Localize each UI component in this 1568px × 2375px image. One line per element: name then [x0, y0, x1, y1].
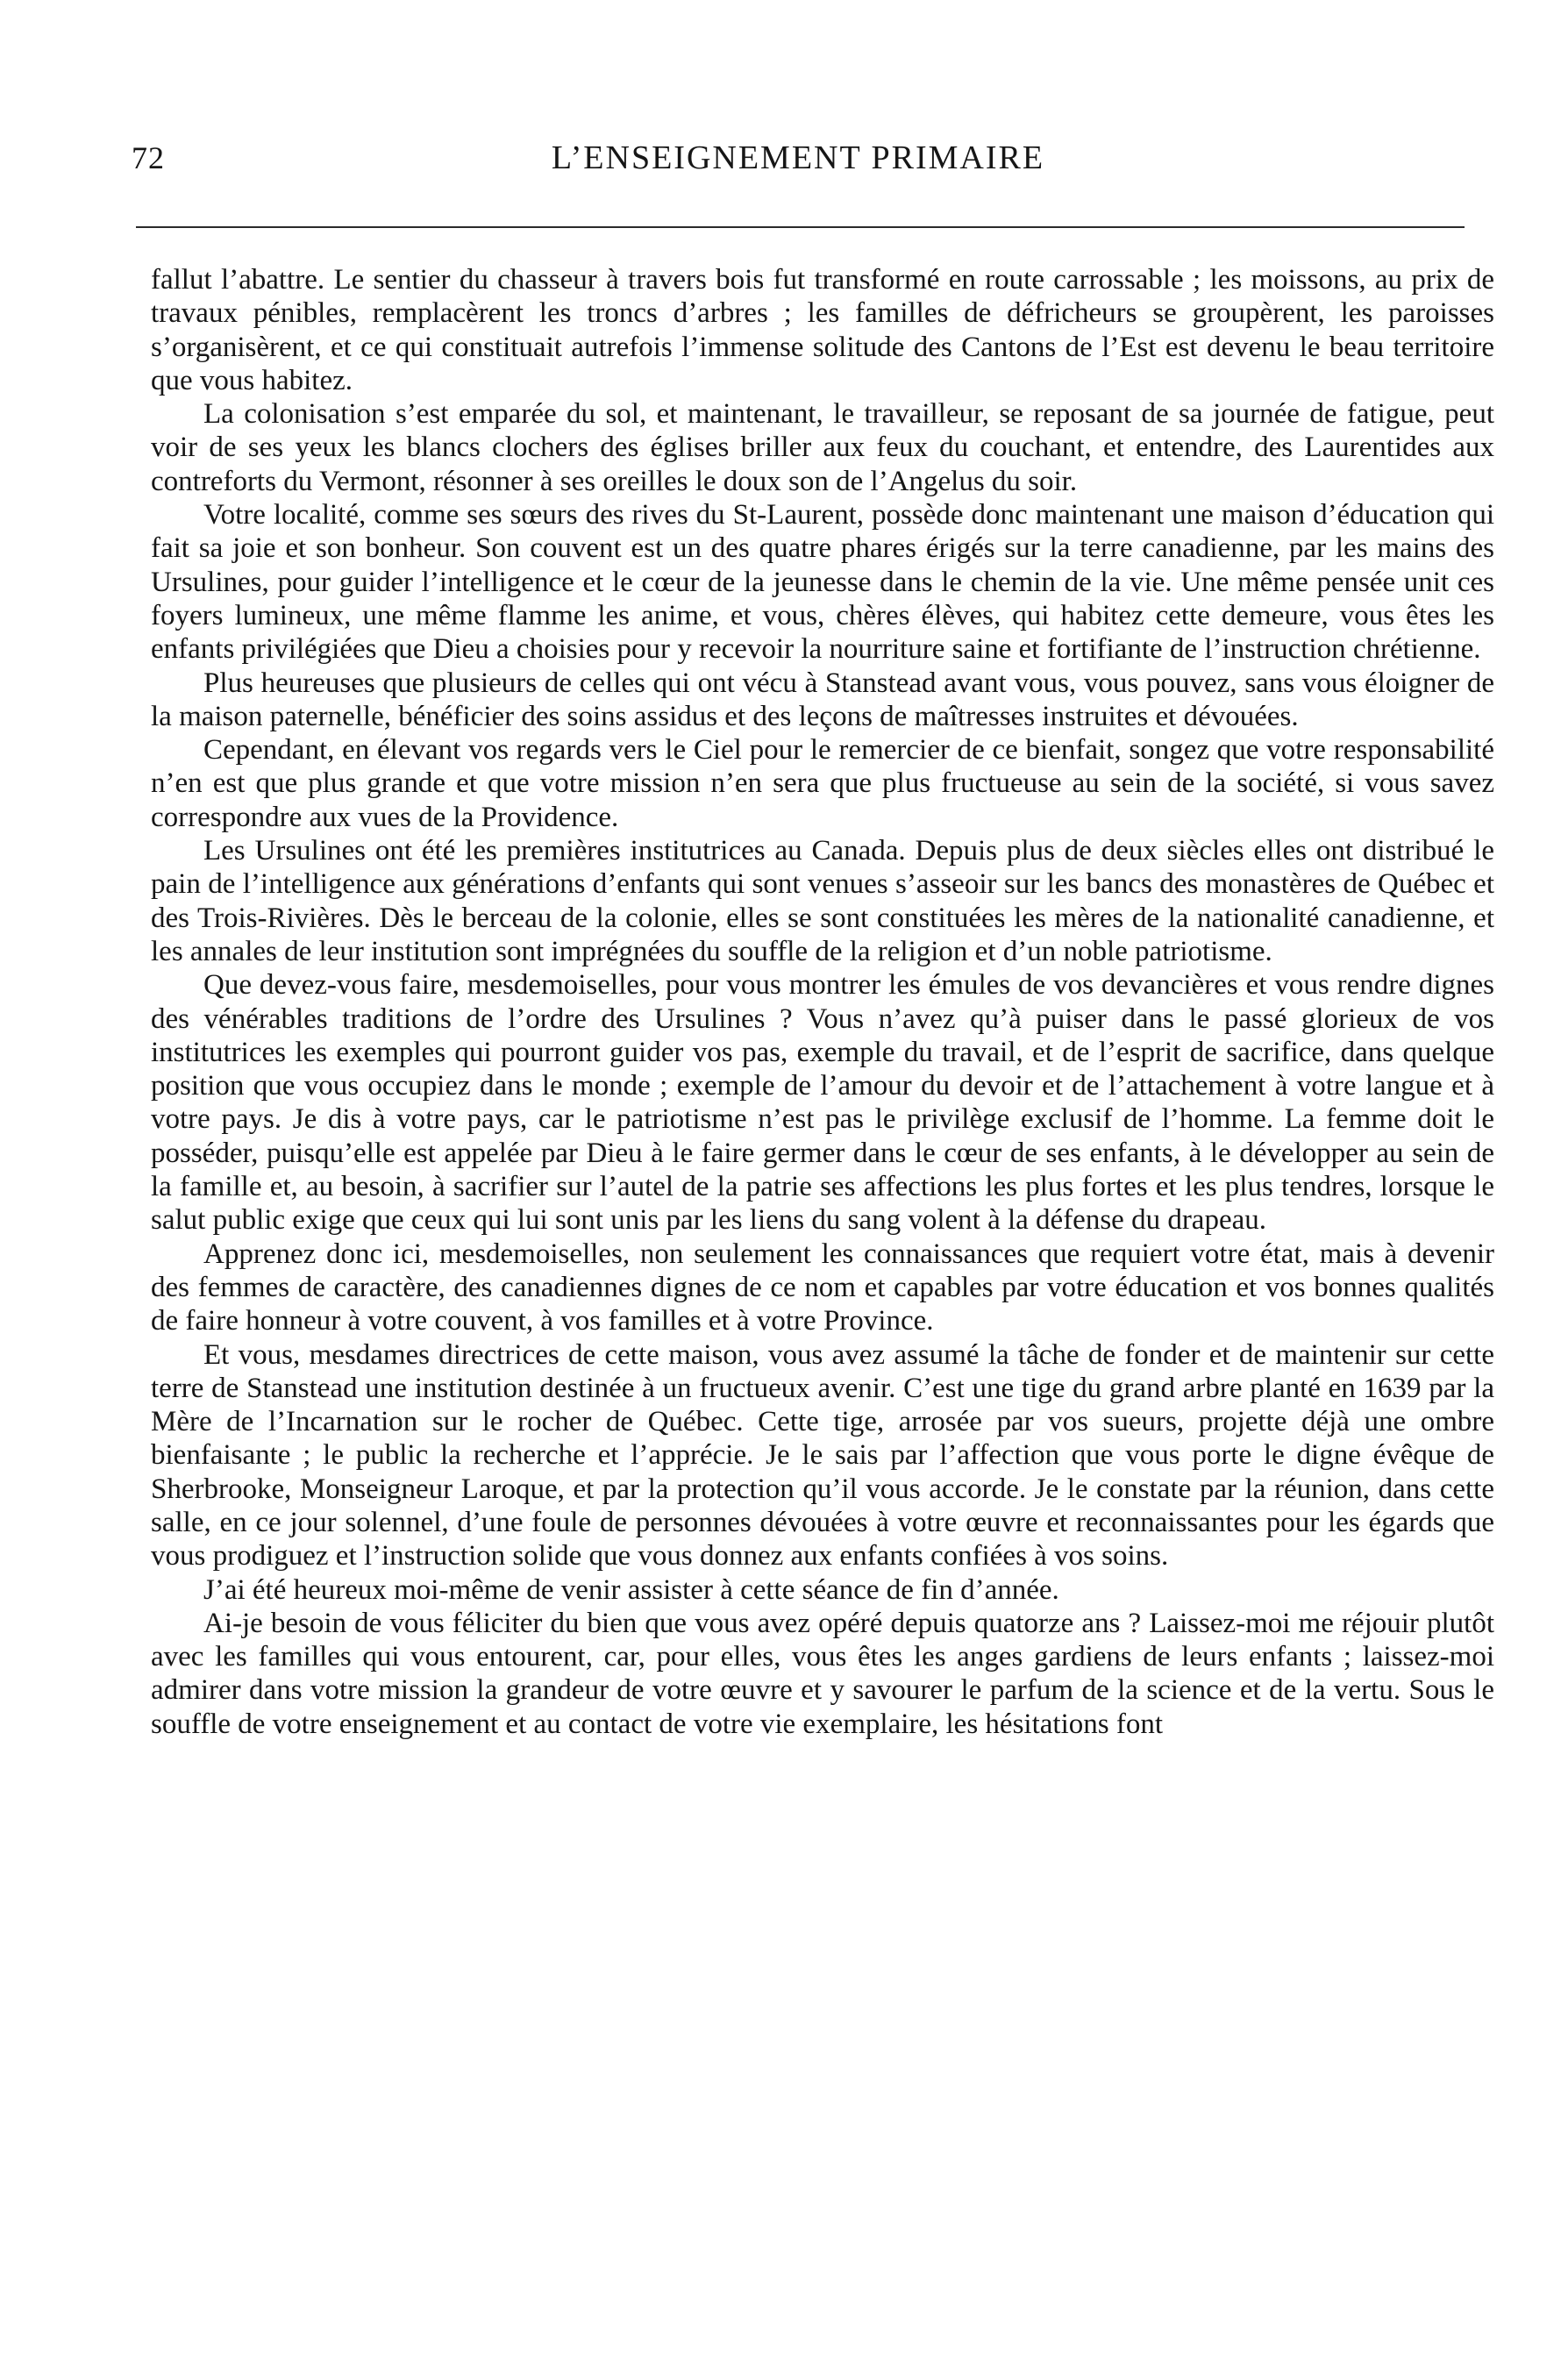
paragraph: Votre localité, comme ses sœurs des rives du St-Laurent, possède donc maintenant une maison d’éducation qui fait sa joie et son bonheur. Son couvent est un des quatre phares érigés sur la terre canadienne, par les mains des Ursulines, pour guider l’intelligence et le cœur de la jeunesse dans le chemin de la vie. Une même pensée unit ces foyers lumineux, une même flamme les anime, et vous, chères élèves, qui habitez cette demeure, vous êtes les enfants privilégiées que Dieu a choisies pour y recevoir la nourriture saine et fortifiante de l’instruction chrétienne.: [151, 499, 1494, 666]
header-rule: [136, 226, 1465, 228]
paragraph: Ai-je besoin de vous féliciter du bien que vous avez opéré depuis quatorze ans ? Laissez-moi me réjouir plutôt avec les familles qui vous entourent, car, pour elles, vous êtes les anges gardiens de leurs enfants ; laissez-moi admirer dans votre mission la grandeur de votre œuvre et y savourer le parfum de la science et de la vertu. Sous le souffle de votre enseignement et au contact de votre vie exemplaire, les hésitations font: [151, 1607, 1494, 1740]
page-number: 72: [132, 140, 165, 175]
paragraph: fallut l’abattre. Le sentier du chasseur à travers bois fut transformé en route carrossable ; les moissons, au prix de travaux pénibles, remplacèrent les troncs d’arbres ; les familles de défricheurs se groupèrent, les paroisses s’organisèrent, et ce qui constituait autrefois l’immense solitude des Cantons de l’Est est devenu le beau territoire que vous habitez.: [151, 264, 1494, 396]
paragraph: Et vous, mesdames directrices de cette maison, vous avez assumé la tâche de fonder et de maintenir sur cette terre de Stanstead une institution destinée à un fructueux avenir. C’est une tige du grand arbre planté en 1639 par la Mère de l’Incarnation sur le rocher de Québec. Cette tige, arrosée par vos sueurs, projette déjà une ombre bienfaisante ; le public la recherche et l’apprécie. Je le sais par l’affection que vous porte le digne évêque de Sherbrooke, Monseigneur Laroque, et par la protection qu’il vous accorde. Je le constate par la réunion, dans cette salle, en ce jour solennel, d’une foule de personnes dévouées à votre œuvre et reconnaissantes pour les égards que vous prodiguez et l’instruction solide que vous donnez aux enfants confiées à vos soins.: [151, 1338, 1494, 1573]
page-header: [132, 136, 1465, 180]
paragraph: Plus heureuses que plusieurs de celles qui ont vécu à Stanstead avant vous, vous pouvez, sans vous éloigner de la maison paternelle, bénéficier des soins assidus et des leçons de maîtresses instruites et dévouées.: [151, 667, 1494, 732]
running-title: L’ENSEIGNEMENT PRIMAIRE: [551, 139, 1045, 176]
paragraph: La colonisation s’est emparée du sol, et maintenant, le travailleur, se reposant de sa journée de fatigue, peut voir de ses yeux les blancs clochers des églises briller aux feux du couchant, et entendre, des Laurentides aux contreforts du Vermont, résonner à ses oreilles le doux son de l’Angelus du soir.: [151, 398, 1494, 497]
paragraph: Cependant, en élevant vos regards vers le Ciel pour le remercier de ce bienfait, songez que votre responsabilité n’en est que plus grande et que votre mission n’en sera que plus fructueuse au sein de la société, si vous savez correspondre aux vues de la Providence.: [151, 734, 1494, 833]
body-text: [151, 263, 1494, 1741]
paragraph: Les Ursulines ont été les premières institutrices au Canada. Depuis plus de deux siècles elles ont distribué le pain de l’intelligence aux générations d’enfants qui sont venues s’asseoir sur les bancs des monastères de Québec et des Trois-Rivières. Dès le berceau de la colonie, elles se sont constituées les mères de la nationalité canadienne, et les annales de leur institution sont imprégnées du souffle de la religion et d’un noble patriotisme.: [151, 835, 1494, 967]
paragraph: J’ai été heureux moi-même de venir assister à cette séance de fin d’année.: [203, 1573, 1059, 1606]
paragraph: Que devez-vous faire, mesdemoiselles, pour vous montrer les émules de vos devancières et vous rendre dignes des vénérables traditions de l’ordre des Ursulines ? Vous n’avez qu’à puiser dans le passé glorieux de vos institutrices les exemples qui pourront guider vos pas, exemple du travail, et de l’esprit de sacrifice, dans quelque position que vous occupiez dans le monde ; exemple de l’amour du devoir et de l’attachement à votre langue et à votre pays. Je dis à votre pays, car le patriotisme n’est pas le privilège exclusif de l’homme. La femme doit le posséder, puisqu’elle est appelée par Dieu à le faire germer dans le cœur de ses enfants, à le développer au sein de la famille et, au besoin, à sacrifier sur l’autel de la patrie ses affections les plus fortes et les plus tendres, lorsque le salut public exige que ceux qui lui sont unis par les liens du sang volent à la défense du drapeau.: [151, 969, 1494, 1237]
paragraph: Apprenez donc ici, mesdemoiselles, non seulement les connaissances que requiert votre état, mais à devenir des femmes de caractère, des canadiennes dignes de ce nom et capables par votre éducation et vos bonnes qualités de faire honneur à votre couvent, à vos familles et à votre Province.: [151, 1237, 1494, 1337]
